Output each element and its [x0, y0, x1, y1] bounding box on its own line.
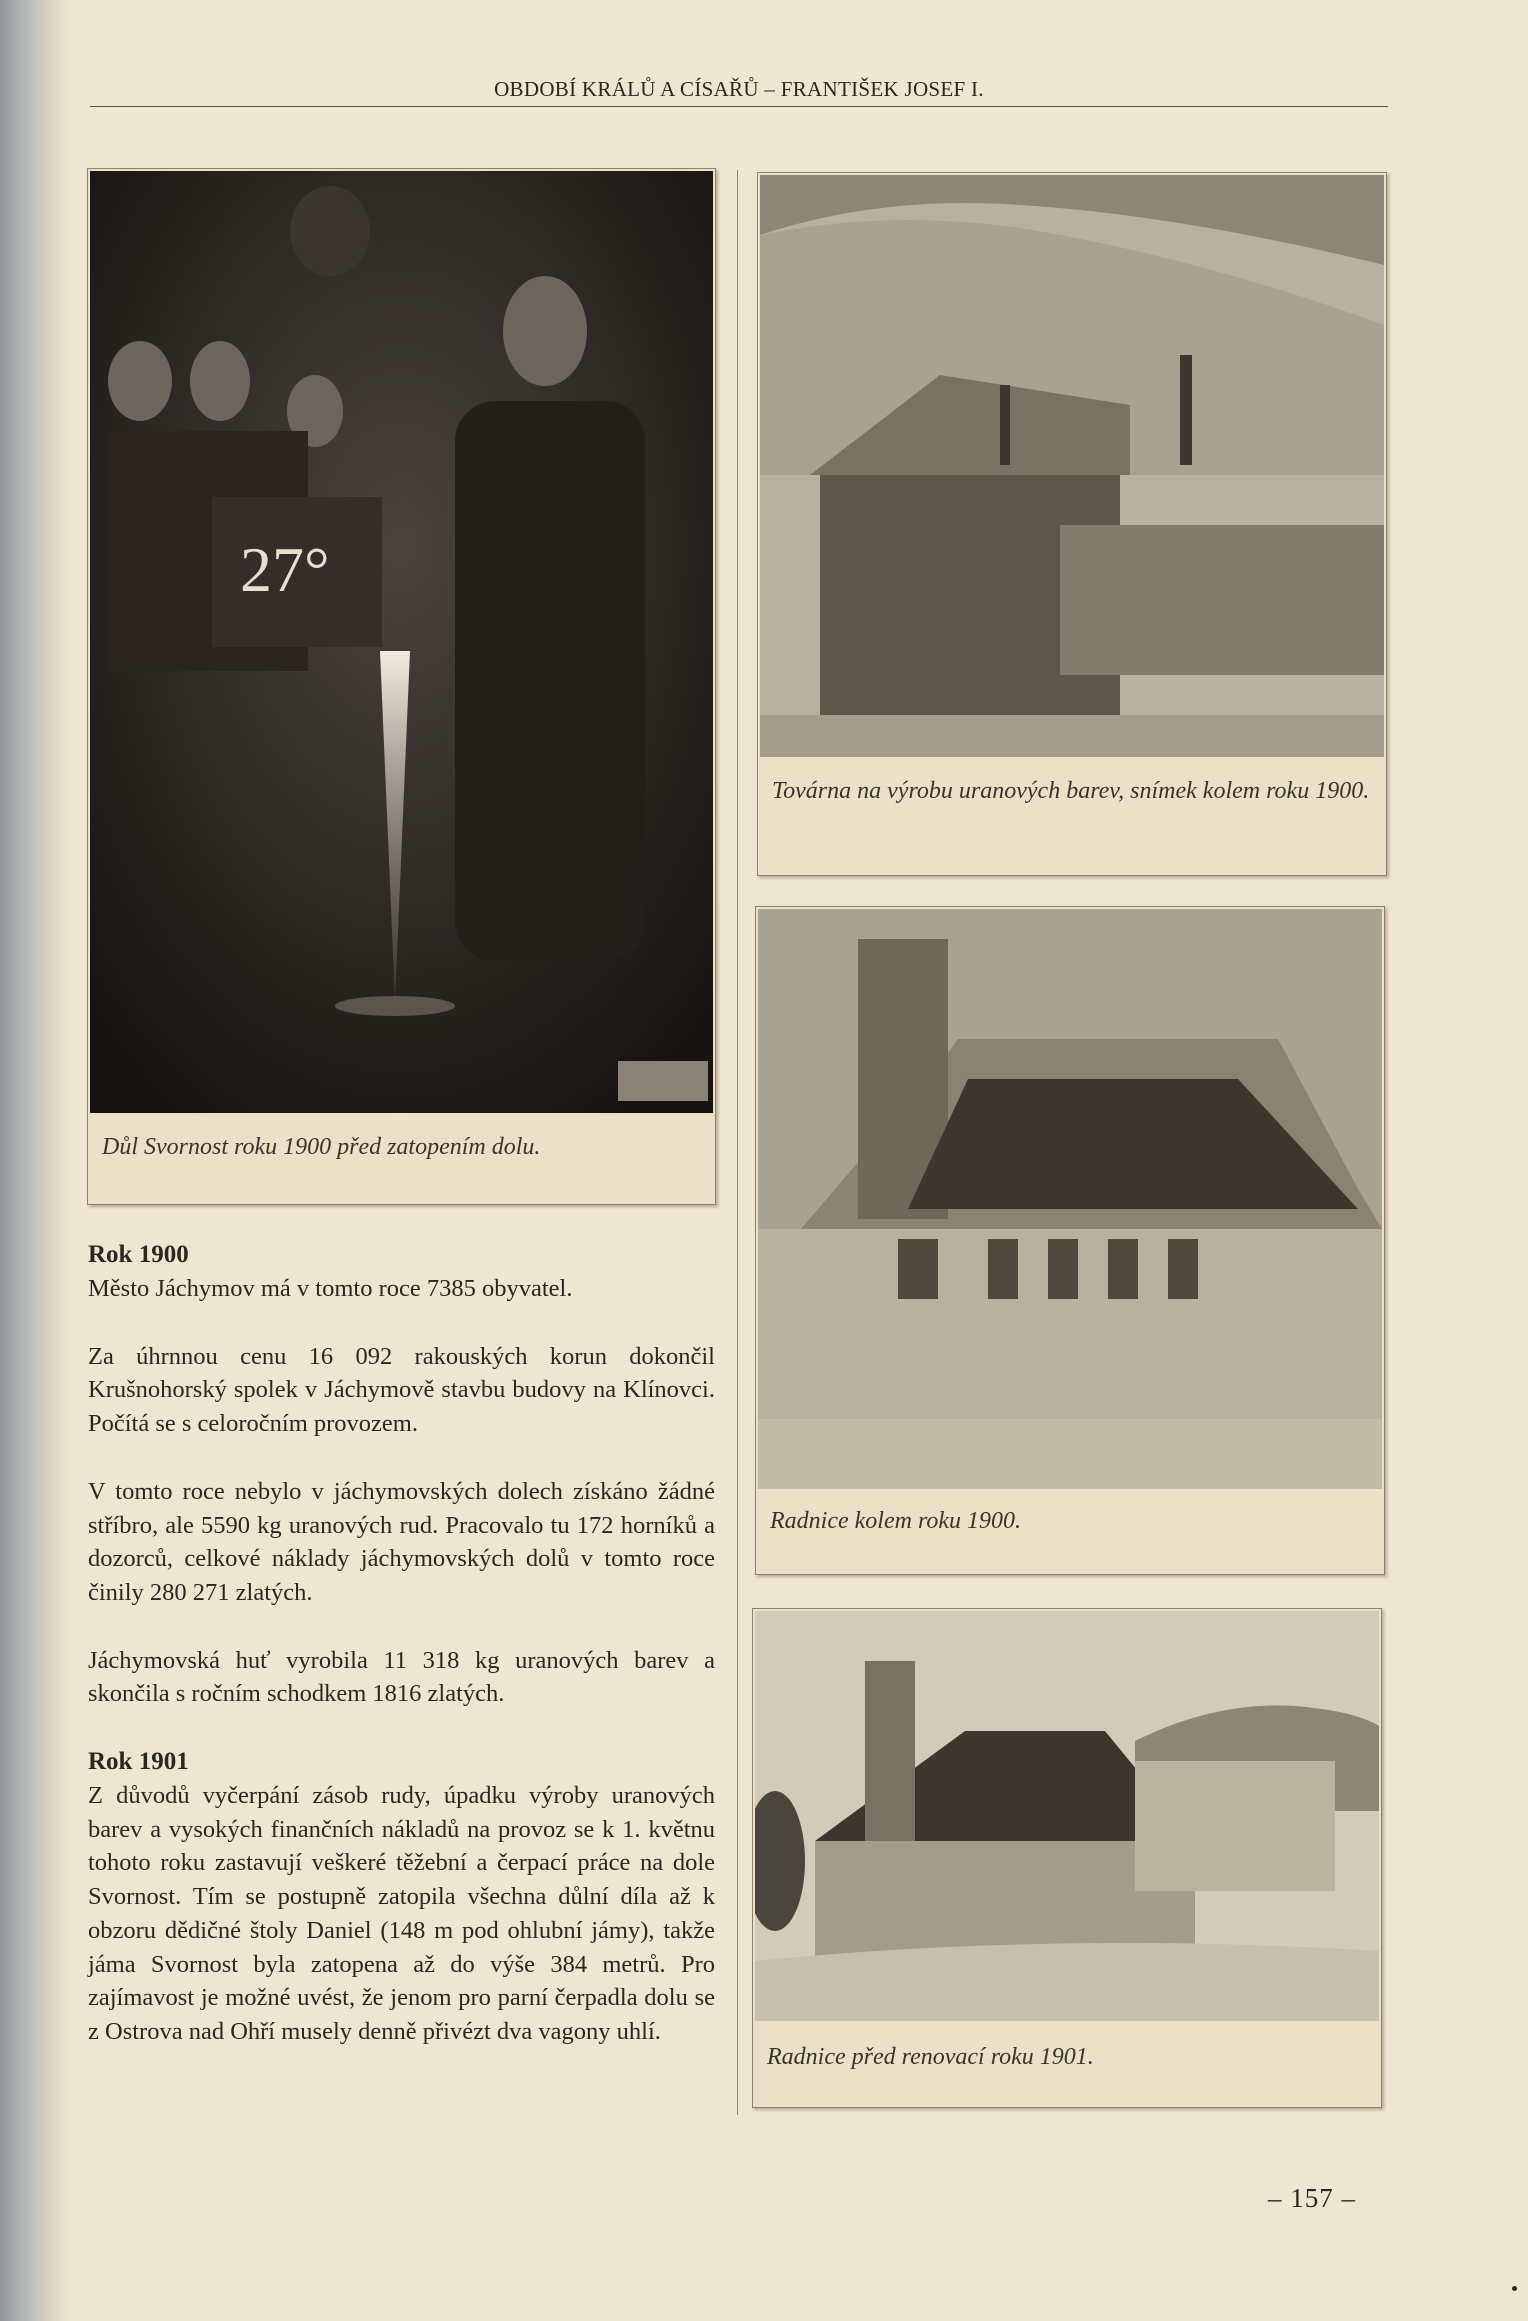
book-spine-shadow [0, 0, 70, 2321]
text-column [88, 1238, 715, 2049]
paragraph-population-1900: Město Jáchymov má v tomto roce 7385 obyvatel. [88, 1275, 573, 1302]
running-header [90, 70, 1388, 107]
scan-speck [1512, 2286, 1517, 2291]
caption-townhall-1901: Radnice před renovací roku 1901. [767, 2044, 1094, 2070]
caption-mine: Důl Svornost roku 1900 před zatopením dolu. [102, 1134, 541, 1160]
paragraph-klinovec: Za úhrnnou cenu 16 092 rakouských korun dokončil Krušnohorský spolek v Jáchymově stavbu budovy na Klínovci. Počítá se s celoročním provozem. [88, 1342, 715, 1438]
photo-townhall-1900 [758, 909, 1382, 1489]
column-divider [737, 170, 738, 2115]
paragraph-smelter-1900: Jáchymovská huť vyrobila 11 318 kg uranových barev a skončila s ročním schodkem 1816 zlatých. [88, 1646, 715, 1708]
figure-townhall-1901 [752, 1608, 1382, 2108]
paragraph-mines-1900: V tomto roce nebylo v jáchymovských dolech získáno žádné stříbro, ale 5590 kg uranových rud. Pracovalo tu 172 horníků a dozorců, celkové náklady jáchymovských dolů v tomto roce činily 280 271 zlatých. [88, 1477, 715, 1606]
page-number: – 157 – [1268, 2183, 1356, 2213]
photo-townhall-1901 [755, 1611, 1379, 2021]
caption-factory: Továrna na výrobu uranových barev, snímek kolem roku 1900. [772, 778, 1370, 804]
photo-uranium-factory [760, 175, 1384, 757]
section-heading-1901: Rok 1901 [88, 1748, 189, 1776]
figure-mine [87, 168, 716, 1205]
photo-mine-workers [90, 171, 713, 1113]
paragraph-svornost-1901: Z důvodů vyčerpání zásob rudy, úpadku výroby uranových barev a vysokých finančních nákladů na provoz se k 1. květnu tohoto roku zastavují veškeré těžební a čerpací práce na dole Svornost. Tím se postupně zatopila všechna důlní díla až k obzoru dědičné štoly Daniel (148 m pod ohlubní jámy), takže jáma Svornost byla zatopena až do výše 384 metrů. Pro zajímavost je možné uvést, že jenom pro parní čerpadla dolu se z Ostrova nad Ohří musely denně přivézt dva vagony uhlí. [88, 1782, 715, 2045]
photo-mine-number: 27° [240, 534, 330, 605]
running-header-title: OBDOBÍ KRÁLŮ A CÍSAŘŮ – FRANTIŠEK JOSEF I. [494, 77, 984, 101]
figure-townhall-1900 [755, 906, 1385, 1575]
figure-factory [757, 172, 1387, 876]
caption-townhall-1900: Radnice kolem roku 1900. [770, 1508, 1022, 1534]
section-heading-1900: Rok 1900 [88, 1241, 189, 1268]
